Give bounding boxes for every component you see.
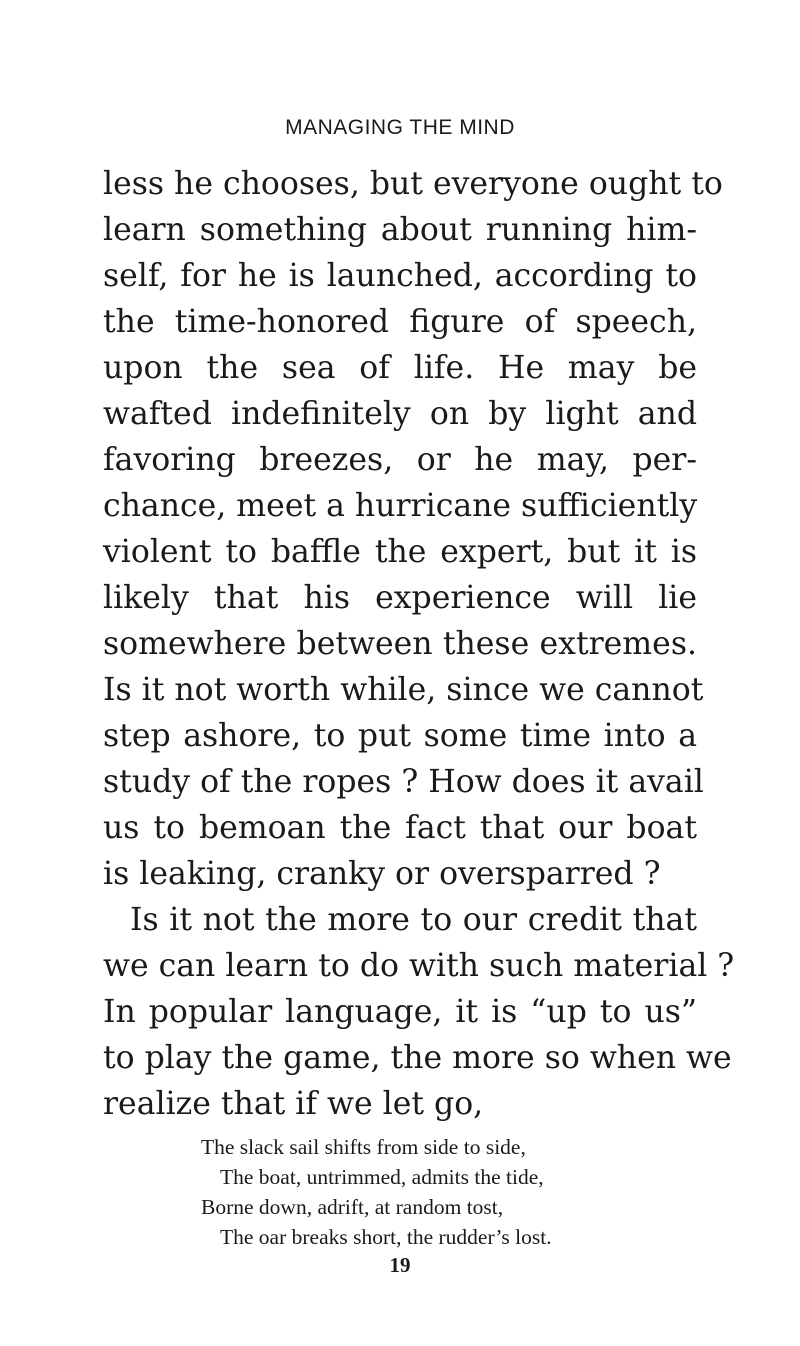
paragraph-line: study of the ropes ? How does it avail [103,764,704,800]
paragraph-line: learn something about running him- [103,212,697,248]
verse-line: The oar breaks short, the rudder’s lost. [220,1225,552,1249]
paragraph-line: step ashore, to put some time into a [103,718,697,754]
paragraph-line: upon the sea of life. He may be [103,350,697,386]
verse-line: The boat, untrimmed, admits the tide, [220,1165,544,1189]
verse-line: The slack sail shifts from side to side, [201,1135,526,1159]
paragraph-line: chance, meet a hurricane sufficiently [103,488,698,524]
paragraph-line: wafted indefinitely on by light and [103,396,697,432]
paragraph-line: is leaking, cranky or oversparred ? [103,856,661,892]
running-head: MANAGING THE MIND [285,116,515,139]
paragraph-line: the time-honored figure of speech, [103,304,697,340]
paragraph-line: we can learn to do with such material ? [103,948,735,984]
paragraph-line: favoring breezes, or he may, per- [103,442,697,478]
paragraph-line: likely that his experience will lie [103,580,697,616]
paragraph-line: Is it not the more to our credit that [130,902,697,938]
paragraph-line: to play the game, the more so when we [103,1040,732,1076]
paragraph-line: self, for he is launched, according to [103,258,697,294]
paragraph-line: In popular language, it is “up to us” [103,994,697,1030]
paragraph-line: us to bemoan the fact that our boat [103,810,697,846]
paragraph-line: Is it not worth while, since we cannot [103,672,704,708]
paragraph-line: less he chooses, but everyone ought to [103,166,723,202]
paragraph-line: somewhere between these extremes. [103,626,697,662]
page-number: 19 [389,1253,411,1277]
paragraph-line: realize that if we let go, [103,1086,484,1122]
paragraph-line: violent to baffle the expert, but it is [103,534,697,570]
verse-line: Borne down, adrift, at random tost, [201,1195,504,1219]
